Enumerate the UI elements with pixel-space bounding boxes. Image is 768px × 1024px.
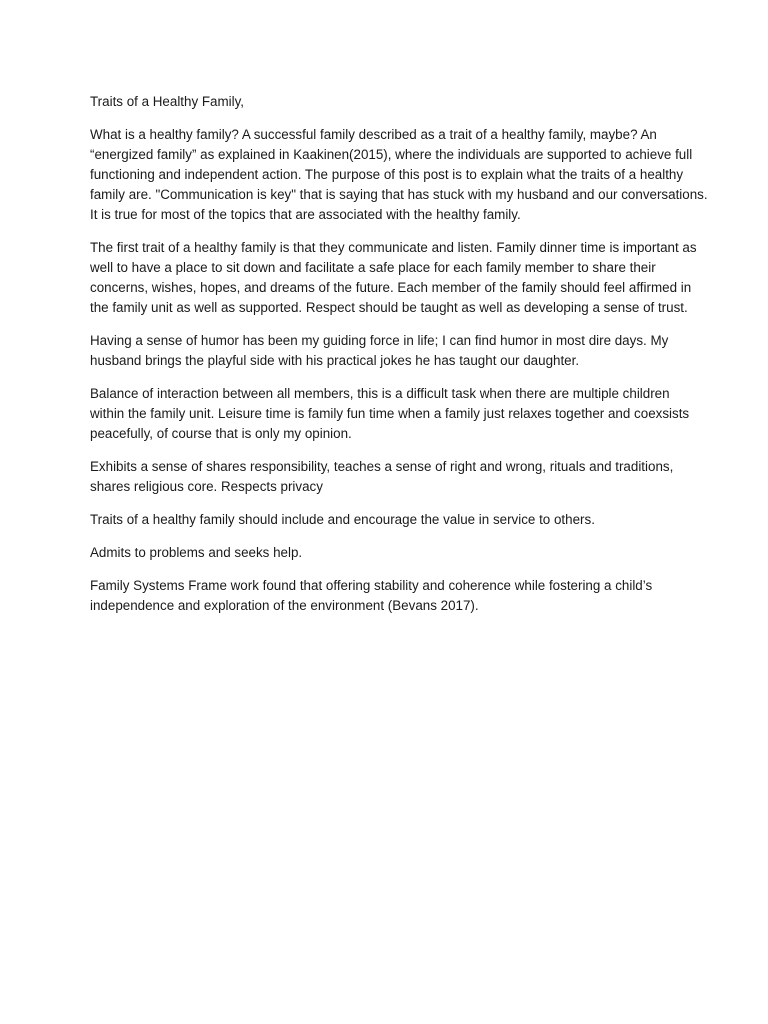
- paragraph-service: [90, 510, 680, 530]
- paragraph-humor: [90, 331, 680, 371]
- paragraph-definition: [90, 125, 708, 225]
- text-line: well to have a place to sit down and facilitate a safe place for each family member to share their: [90, 260, 656, 275]
- text-line: Having a sense of humor has been my guiding force in life; I can find humor in most dire days. My: [90, 333, 669, 348]
- text-line: Exhibits a sense of shares responsibility, teaches a sense of right and wrong, rituals and traditions,: [90, 459, 674, 474]
- text-line: concerns, wishes, hopes, and dreams of the future. Each member of the family should feel affirmed in: [90, 280, 692, 295]
- paragraph-responsibility: [90, 457, 680, 497]
- paragraph-communication: [90, 238, 697, 318]
- text-line: peacefully, of course that is only my opinion.: [90, 426, 352, 441]
- document-title: Traits of a Healthy Family,: [90, 94, 245, 109]
- text-line: Family Systems Frame work found that offering stability and coherence while fostering a child’s: [90, 578, 653, 593]
- text-line: the family unit as well as supported. Respect should be taught as well as developing a sense of trust.: [90, 300, 688, 315]
- text-line: husband brings the playful side with his practical jokes he has taught our daughter.: [90, 353, 580, 368]
- text-line: It is true for most of the topics that are associated with the healthy family.: [90, 207, 521, 222]
- text-line: What is a healthy family? A successful family described as a trait of a healthy family, maybe? An: [90, 127, 657, 142]
- text-line: shares religious core. Respects privacy: [90, 479, 323, 494]
- document-body: [90, 92, 708, 629]
- text-line: “energized family” as explained in Kaakinen(2015), where the individuals are supported to achieve full: [90, 147, 693, 162]
- paragraph-problems: [90, 543, 680, 563]
- text-line: Admits to problems and seeks help.: [90, 545, 303, 560]
- text-line: functioning and independent action. The purpose of this post is to explain what the traits of a healthy: [90, 167, 684, 182]
- text-line: independence and exploration of the environment (Bevans 2017).: [90, 598, 479, 613]
- text-line: The first trait of a healthy family is that they communicate and listen. Family dinner time is important as: [90, 240, 697, 255]
- text-line: Balance of interaction between all members, this is a difficult task when there are multiple children: [90, 386, 670, 401]
- text-line: Traits of a healthy family should include and encourage the value in service to others.: [90, 512, 595, 527]
- paragraph-balance: [90, 384, 690, 444]
- text-line: family are. "Communication is key" that is saying that has stuck with my husband and our conversations.: [90, 187, 708, 202]
- text-line: within the family unit. Leisure time is family fun time when a family just relaxes together and coexsists: [90, 406, 690, 421]
- paragraph-systems-framework: [90, 576, 680, 616]
